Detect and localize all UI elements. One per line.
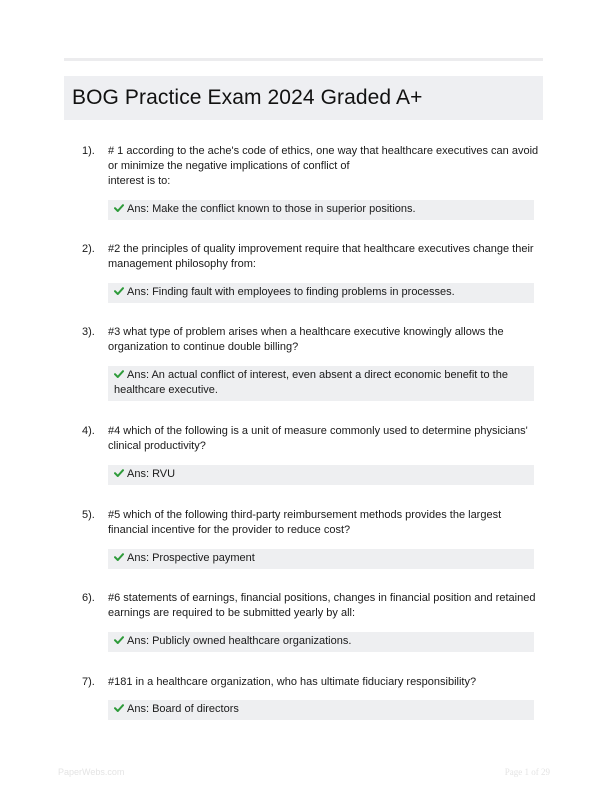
answer-text: Ans: RVU — [127, 468, 176, 480]
question-number: 1). — [82, 145, 95, 157]
check-icon — [114, 286, 124, 296]
question-text: #2 the principles of quality improvement require that healthcare executives change their management philosophy from: — [108, 243, 534, 270]
question-number: 2). — [82, 243, 95, 255]
top-divider — [64, 58, 543, 61]
question-text: # 1 according to the ache's code of ethics, one way that healthcare executives can avoid or minimize the negative implications of conflict of interest is to: — [108, 145, 539, 187]
check-icon — [114, 552, 124, 562]
answer-box — [108, 366, 534, 401]
question-text: #3 what type of problem arises when a healthcare executive knowingly allows the organization to continue double billing? — [108, 326, 504, 353]
answer-text: Ans: Publicly owned healthcare organizations. — [127, 635, 352, 647]
check-icon — [114, 369, 124, 379]
check-icon — [114, 203, 124, 213]
question-number: 4). — [82, 425, 95, 437]
answer-box — [108, 200, 534, 220]
answer-text: Ans: Prospective payment — [127, 552, 255, 564]
answer-box — [108, 283, 534, 303]
question-text: #4 which of the following is a unit of measure commonly used to determine physicians' clinical productivity? — [108, 425, 528, 452]
answer-box — [108, 700, 534, 720]
answer-text: Ans: Board of directors — [127, 703, 239, 715]
answer-text: Ans: An actual conflict of interest, even absent a direct economic benefit to the healthcare executive. — [114, 369, 508, 396]
question-text: #181 in a healthcare organization, who has ultimate fiduciary responsibility? — [108, 676, 477, 688]
answer-text: Ans: Make the conflict known to those in superior positions. — [127, 203, 416, 215]
question-number: 5). — [82, 509, 95, 521]
answer-text: Ans: Finding fault with employees to finding problems in processes. — [127, 286, 455, 298]
page-number: Page 1 of 29 — [504, 767, 550, 777]
title-bar — [64, 76, 543, 120]
answer-box — [108, 632, 534, 652]
answer-box — [108, 465, 534, 485]
check-icon — [114, 468, 124, 478]
page-title: BOG Practice Exam 2024 Graded A+ — [72, 86, 423, 109]
question-number: 7). — [82, 676, 95, 688]
question-number: 3). — [82, 326, 95, 338]
footer-watermark: PaperWebs.com — [58, 767, 125, 777]
check-icon — [114, 635, 124, 645]
question-text: #6 statements of earnings, financial positions, changes in financial position and retained earnings are required to be submitted yearly by all: — [108, 592, 536, 619]
check-icon — [114, 703, 124, 713]
question-text: #5 which of the following third-party reimbursement methods provides the largest financial incentive for the provider to reduce cost? — [108, 509, 502, 536]
question-number: 6). — [82, 592, 95, 604]
answer-box — [108, 549, 534, 569]
